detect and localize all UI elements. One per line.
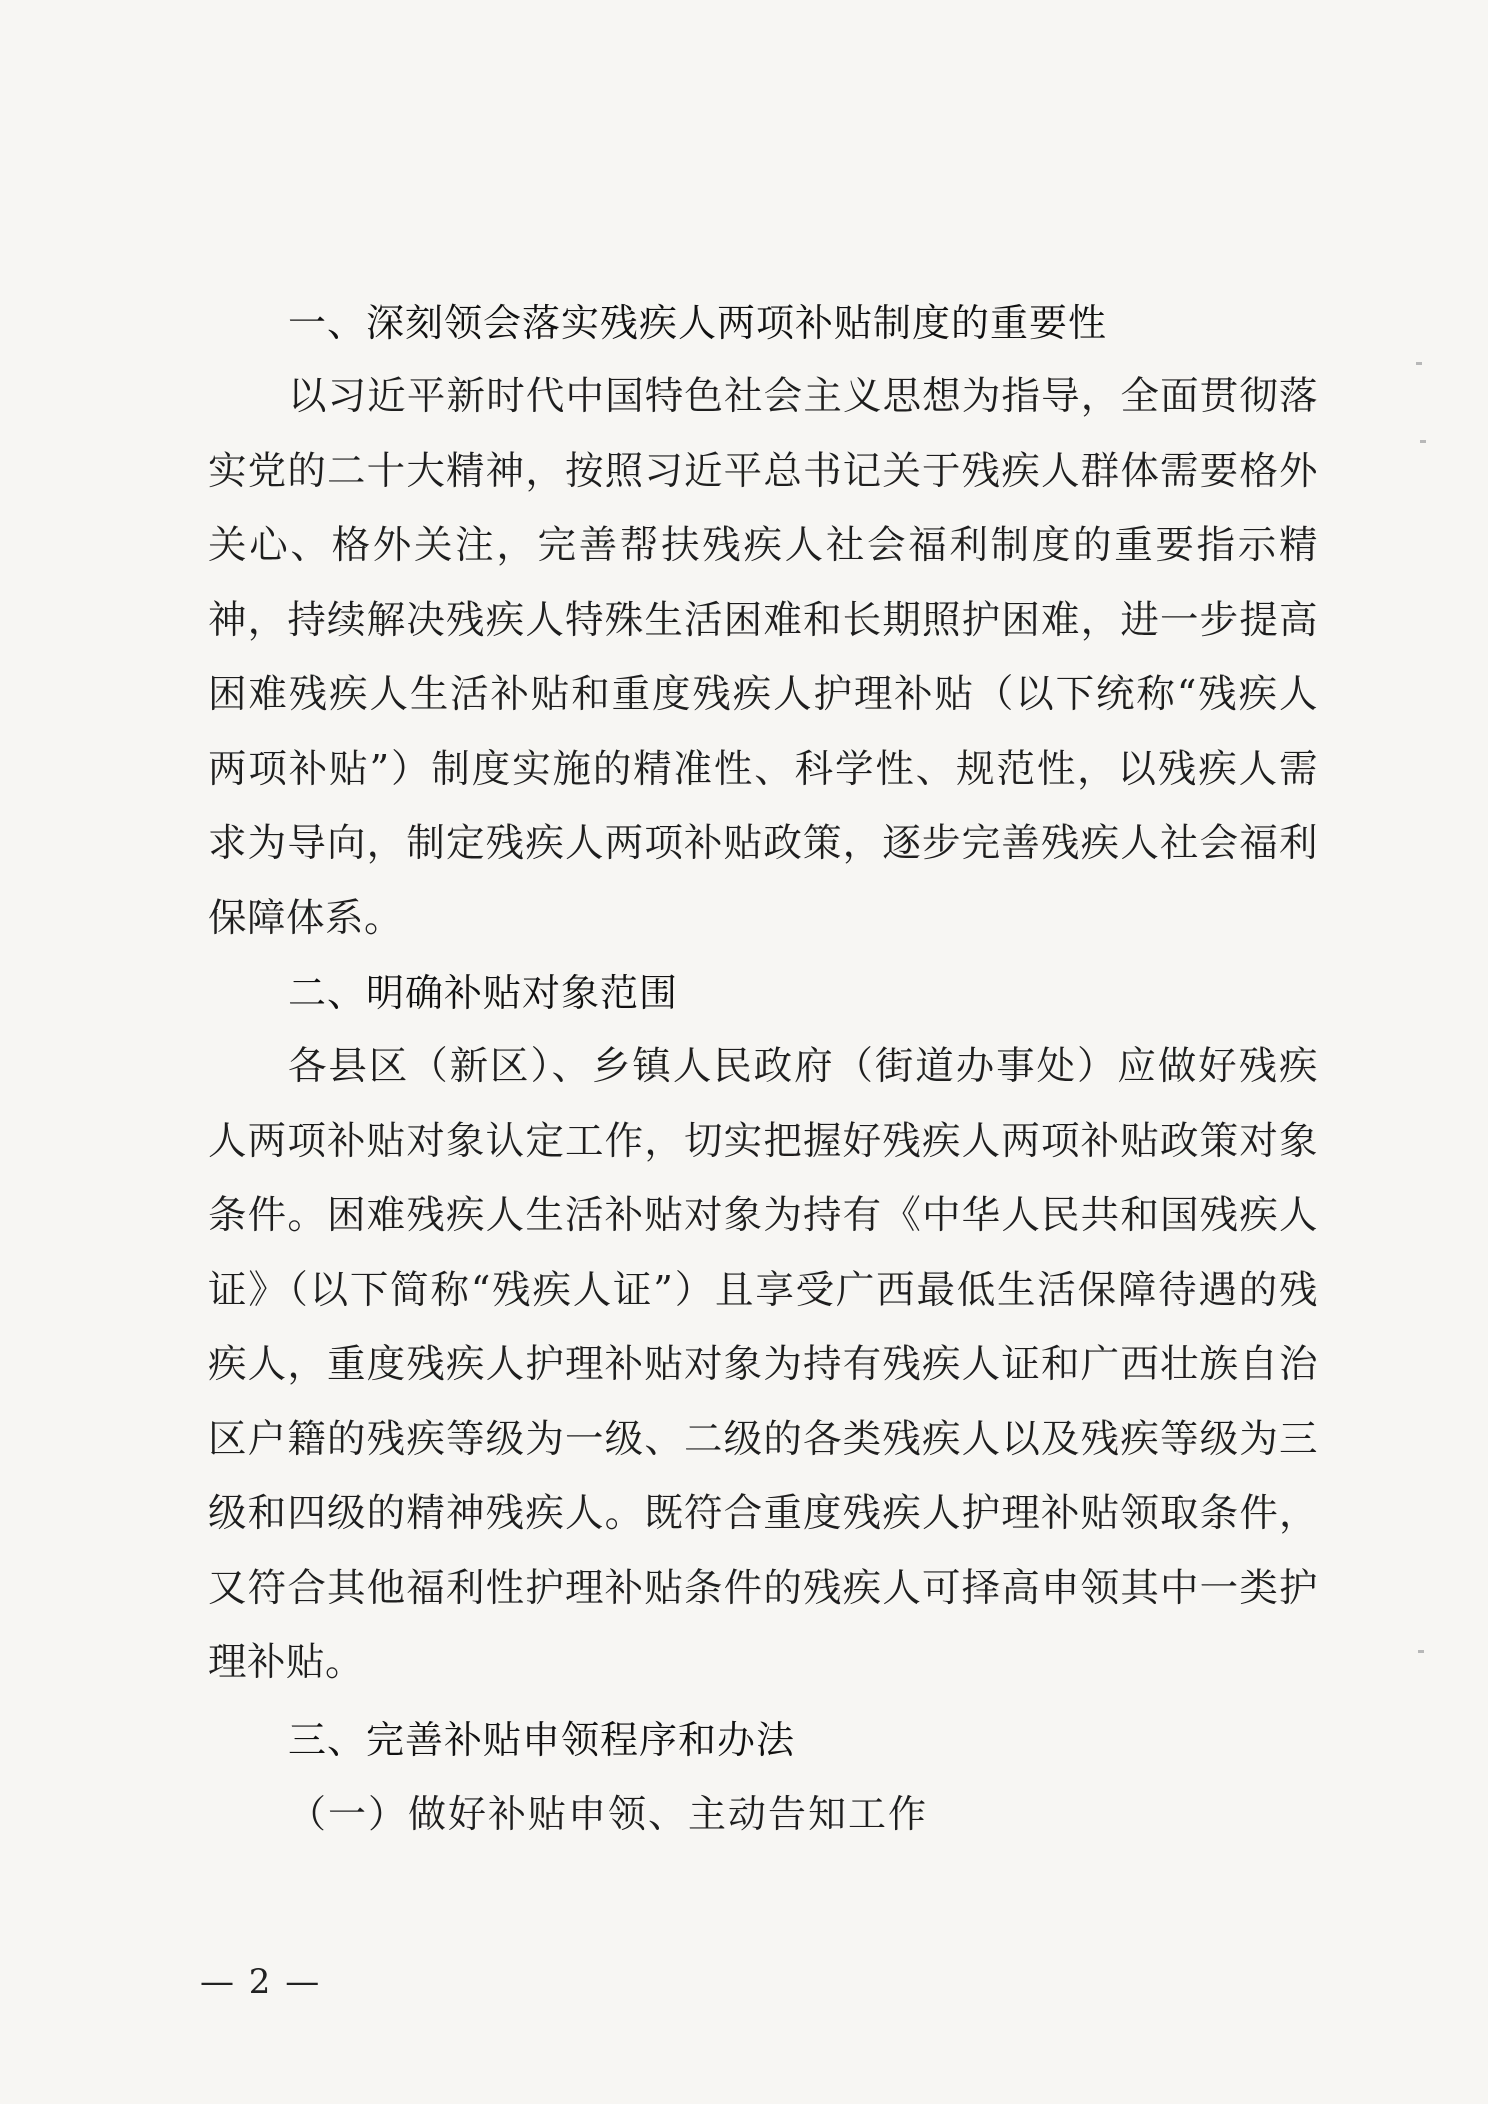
section-heading-2: 二、明确补贴对象范围 bbox=[288, 971, 679, 1015]
section-1-paragraph: 以习近平新时代中国特色社会主义思想为指导，全面贯彻落实党的二十大精神，按照习近平总书记关于残疾人群体需要格外关心、格外关注，完善帮扶残疾人社会福利制度的重要指示精神，持续解决残疾人特殊生活困难和长期照护困难，进一步提高困难残疾人生活补贴和重度残疾人护理补贴（以下统称“残疾人两项补贴”）制度实施的精准性、科学性、规范性，以残疾人需求为导向，制定残疾人两项补贴政策，逐步完善残疾人社会福利保障体系。 bbox=[208, 374, 1318, 941]
section-3-subheading: （一）做好补贴申领、主动告知工作 bbox=[288, 1791, 929, 1836]
section-heading-1: 一、深刻领会落实残疾人两项补贴制度的重要性 bbox=[288, 301, 1108, 345]
scan-speck bbox=[1416, 362, 1422, 365]
section-2-paragraph: 各县区（新区）、乡镇人民政府（街道办事处）应做好残疾人两项补贴对象认定工作，切实把握好残疾人两项补贴政策对象条件。困难残疾人生活补贴对象为持有《中华人民共和国残疾人证》（以下简称“残疾人证”）且享受广西最低生活保障待遇的残疾人，重度残疾人护理补贴对象为持有残疾人证和广西壮族自治区户籍的残疾等级为一级、二级的各类残疾人以及残疾等级为三级和四级的精神残疾人。既符合重度残疾人护理补贴领取条件，又符合其他福利性护理补贴条件的残疾人可择高申领其中一类护理补贴。 bbox=[208, 1044, 1318, 1685]
document-body bbox=[208, 286, 1318, 1851]
scan-speck bbox=[1418, 1650, 1424, 1653]
section-heading-3: 三、完善补贴申领程序和办法 bbox=[288, 1717, 796, 1762]
scan-speck bbox=[1420, 440, 1426, 443]
page-number: — 2 — bbox=[200, 1962, 322, 2002]
